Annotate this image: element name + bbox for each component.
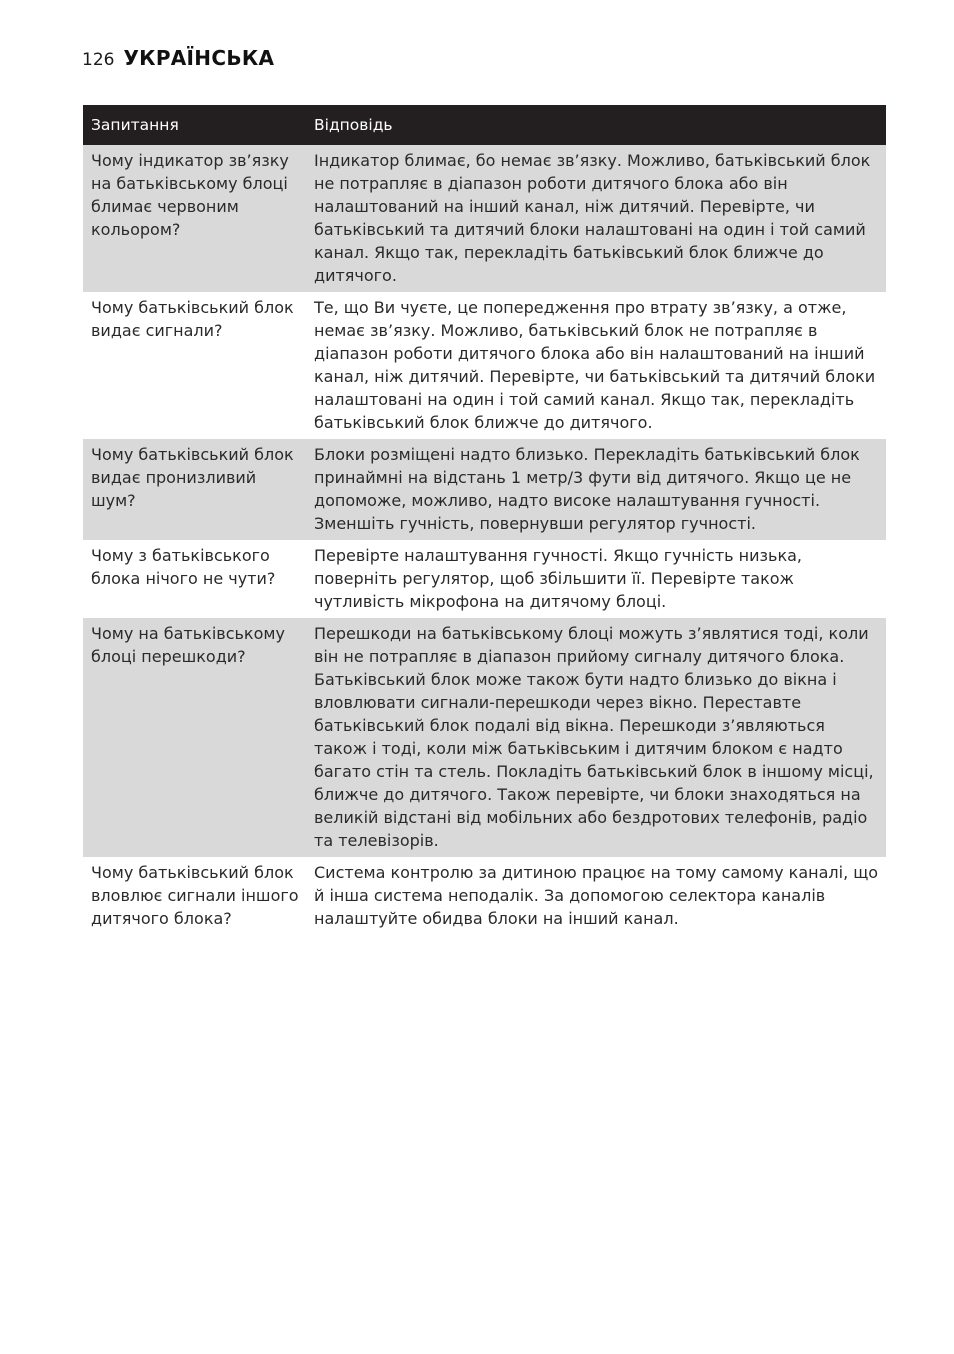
table-header-row bbox=[83, 105, 886, 145]
question-cell: Чому батьківський блок вловлює сигнали іншого дитячого блока? bbox=[83, 857, 308, 935]
table-row bbox=[83, 292, 886, 439]
answer-cell: Те, що Ви чуєте, це попередження про втрату зв’язку, а отже, немає зв’язку. Можливо, батьківський блок не потрапляє в діапазон роботи дитячого блока або він налаштований на інший канал, ніж дитячий. Перевірте, чи батьківський та дитячий блоки налаштовані на один і той самий канал. Якщо так, перекладіть батьківський блок ближче до дитячого. bbox=[308, 292, 886, 439]
table-row bbox=[83, 857, 886, 935]
question-cell: Чому на батьківському блоці перешкоди? bbox=[83, 618, 308, 857]
answer-cell: Перешкоди на батьківському блоці можуть з’являтися тоді, коли він не потрапляє в діапазон прийому сигналу дитячого блока. Батьківський блок може також бути надто близько до вікна і вловлювати сигнали-перешкоди через вікно. Переставте батьківський блок подалі від вікна. Перешкоди з’являються також і тоді, коли між батьківським і дитячим блоком є надто багато стін та стель. Покладіть батьківський блок в іншому місці, ближче до дитячого. Також перевірте, чи блоки знаходяться на великій відстані від мобільних або бездротових телефонів, радіо та телевізорів. bbox=[308, 618, 886, 857]
page-header bbox=[82, 46, 274, 70]
question-cell: Чому з батьківського блока нічого не чути? bbox=[83, 540, 308, 618]
answer-cell: Індикатор блимає, бо немає зв’язку. Можливо, батьківський блок не потрапляє в діапазон роботи дитячого блока або він налаштований на інший канал, ніж дитячий. Перевірте, чи батьківський та дитячий блоки налаштовані на один і той самий канал. Якщо так, перекладіть батьківський блок ближче до дитячого. bbox=[308, 145, 886, 292]
question-cell: Чому батьківський блок видає сигнали? bbox=[83, 292, 308, 439]
table-row bbox=[83, 618, 886, 857]
question-cell: Чому батьківський блок видає пронизливий шум? bbox=[83, 439, 308, 540]
table-row bbox=[83, 439, 886, 540]
question-column-header: Запитання bbox=[83, 105, 308, 145]
table-row bbox=[83, 145, 886, 292]
answer-cell: Перевірте налаштування гучності. Якщо гучність низька, поверніть регулятор, щоб збільшити її. Перевірте також чутливість мікрофона на дитячому блоці. bbox=[308, 540, 886, 618]
answer-cell: Система контролю за дитиною працює на тому самому каналі, що й інша система неподалік. За допомогою селектора каналів налаштуйте обидва блоки на інший канал. bbox=[308, 857, 886, 935]
answer-cell: Блоки розміщені надто близько. Перекладіть батьківський блок принаймні на відстань 1 метр/3 фути від дитячого. Якщо це не допоможе, можливо, надто високе налаштування гучності. Зменшіть гучність, повернувши регулятор гучності. bbox=[308, 439, 886, 540]
question-cell: Чому індикатор зв’язку на батьківському блоці блимає червоним кольором? bbox=[83, 145, 308, 292]
section-title: УКРАЇНСЬКА bbox=[123, 46, 275, 70]
answer-column-header: Відповідь bbox=[308, 105, 886, 145]
page-number: 126 bbox=[82, 50, 115, 70]
faq-table bbox=[83, 105, 886, 935]
table-row bbox=[83, 540, 886, 618]
